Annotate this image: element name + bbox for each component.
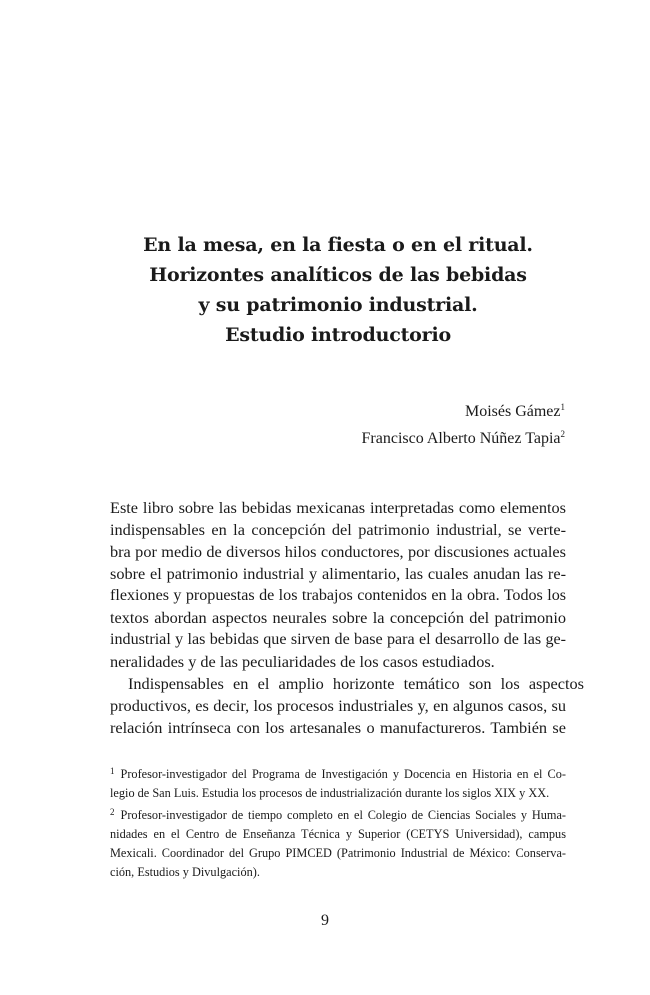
body-line: industrial y las bebidas que sirven de base para el desarrollo de las ge- [110, 631, 566, 648]
footnote-line: Mexicali. Coordinador del Grupo PIMCED (Patrimonio Industrial de México: Conserva- [110, 846, 566, 860]
chapter-title [110, 230, 566, 350]
body-line: textos abordan aspectos neurales sobre la concepción del patrimonio [110, 608, 566, 627]
body-line: Este libro sobre las bebidas mexicanas interpretadas como elementos [110, 498, 566, 517]
title-line: Horizontes analíticos de las bebidas [149, 264, 527, 286]
footnote-marker: 1 [560, 402, 565, 412]
body-line: neralidades y de las peculiaridades de los casos estudiados. [110, 652, 495, 671]
page-number: 9 [321, 912, 329, 929]
author-list [362, 396, 565, 450]
author-name: Moisés Gámez [464, 403, 561, 420]
body-line: bra por medio de diversos hilos conductores, por discusiones actuales [110, 542, 566, 561]
footnote-number: 2 [110, 807, 115, 817]
title-line: Estudio introductorio [225, 324, 451, 346]
footnote-text: Profesor-investigador de tiempo completo en el Colegio de Ciencias Sociales y Huma- [120, 808, 566, 822]
footnote-line: ción, Estudios y Divulgación). [110, 865, 260, 879]
body-line: sobre el patrimonio industrial y alimentario, las cuales anudan las re- [110, 564, 566, 583]
body-line: flexiones y propuestas de los trabajos contenidos en la obra. Todos los [110, 587, 566, 604]
body-line: Indispensables en el amplio horizonte temático son los aspectos [128, 674, 584, 693]
footnote-marker: 2 [560, 429, 565, 439]
footnote-line: nidades en el Centro de Enseñanza Técnica y Superior (CETYS Universidad), campus [110, 827, 566, 841]
title-line: y su patrimonio industrial. [198, 294, 478, 316]
footnote-line [110, 803, 566, 825]
footnote-line [110, 762, 566, 784]
body-line: relación intrínseca con los artesanales o manufactureros. También se [110, 718, 566, 737]
footnotes [110, 762, 566, 882]
author-entry [362, 396, 565, 423]
footnote-text: Profesor-investigador del Programa de Investigación y Docencia en Historia en el Co- [120, 767, 566, 781]
body-line: indispensables en la concepción del patrimonio industrial, se verte- [110, 520, 566, 539]
footnote-line: legio de San Luis. Estudia los procesos de industrialización durante los siglos XIX y XX. [110, 786, 550, 800]
body-text [110, 497, 584, 739]
author-entry [362, 423, 565, 450]
title-line: En la mesa, en la fiesta o en el ritual. [143, 234, 533, 256]
footnote-number: 1 [110, 766, 115, 776]
body-line: productivos, es decir, los procesos industriales y, en algunos casos, su [110, 696, 566, 715]
author-name: Francisco Alberto Núñez Tapia [361, 430, 561, 447]
